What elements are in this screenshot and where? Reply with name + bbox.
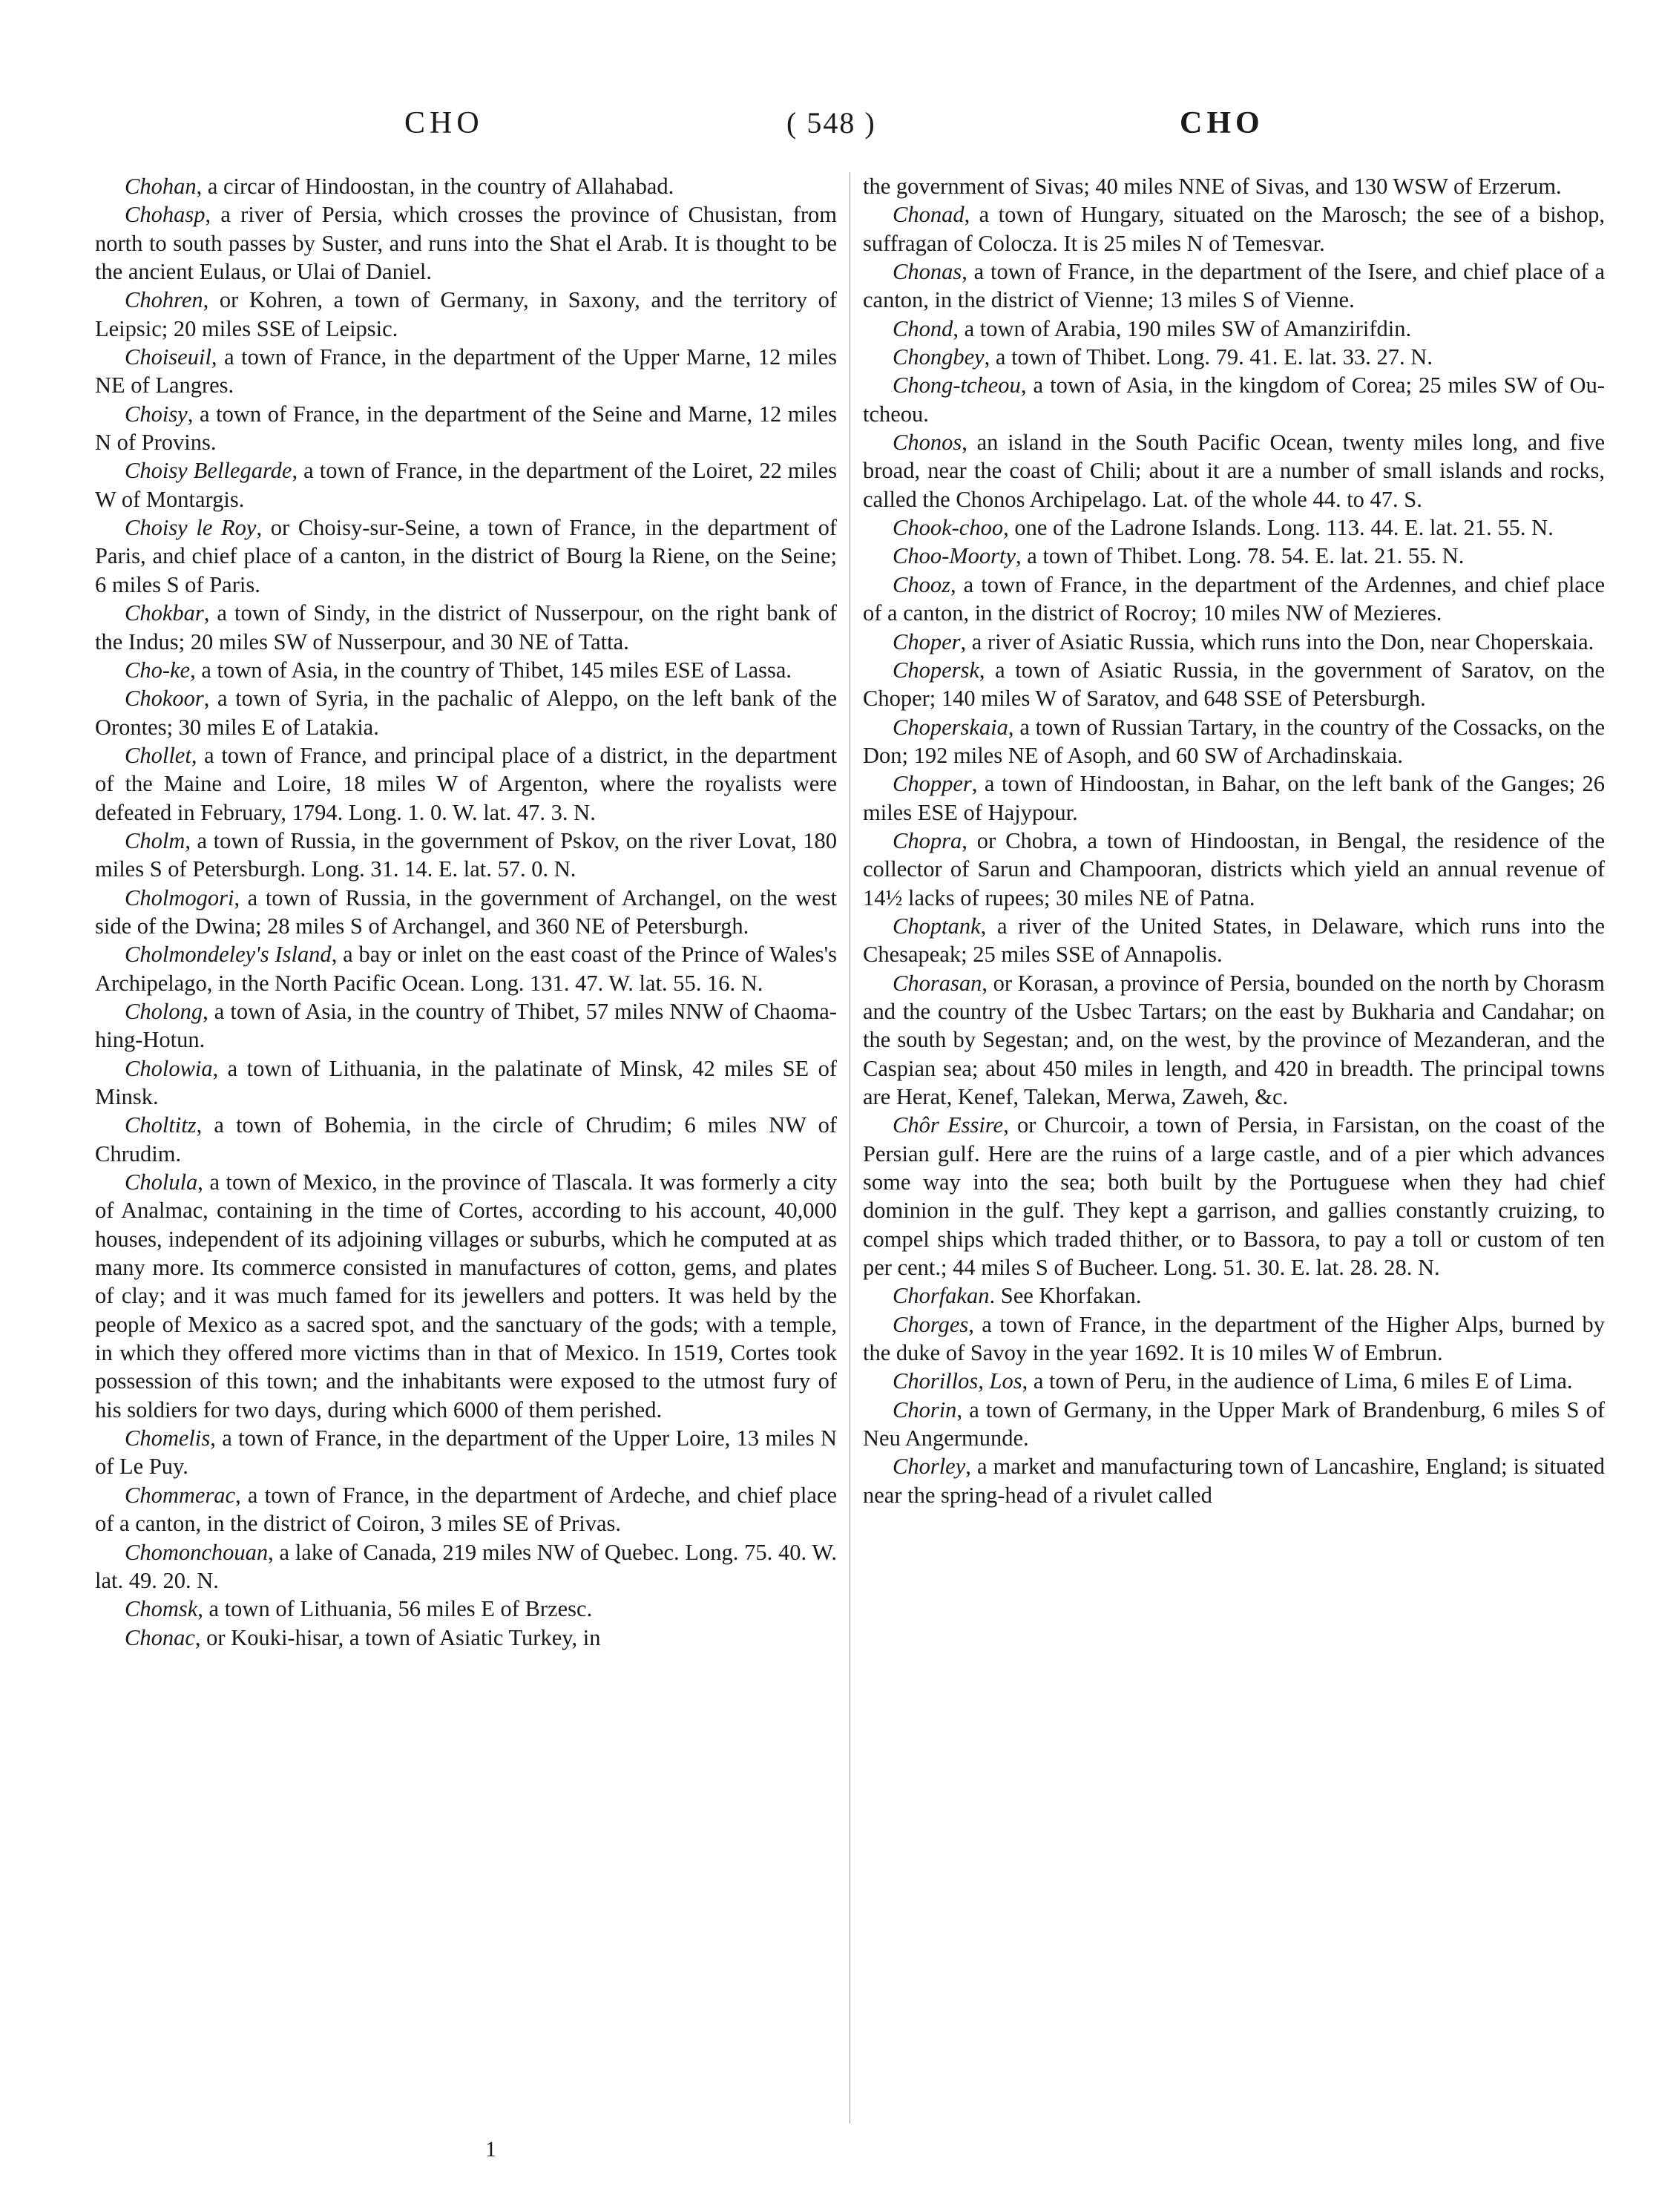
entry-term: Chonac	[125, 1624, 195, 1650]
entry-text: , or Chobra, a town of Hindoostan, in Bengal, the residence of the collector of Sarun and Champooran, districts which yield an annual revenue of 14½ lacks of rupees; 30 miles NE of Patna.	[863, 827, 1605, 910]
entry-term: Choiseuil	[125, 344, 211, 370]
gazetteer-entry	[863, 1281, 1605, 1310]
gazetteer-entry	[863, 969, 1605, 1112]
entry-term: Chook-choo	[893, 515, 1004, 541]
entry-text: , a town of Germany, in the Upper Mark of Brandenburg, 6 miles S of Neu Angermunde.	[863, 1397, 1605, 1451]
gazetteer-entry	[863, 257, 1605, 315]
header-left-word: CHO	[404, 106, 484, 140]
entry-text: , or Korasan, a province of Persia, bounded on the north by Chorasm and the country of the Usbec Tartars; on the east by Bukharia and Candahar; on the south by Segestan; and, on the west, by the province of Mezanderan, and the Caspian sea; about 450 miles in length, and 420 in breadth. The principal towns are Herat, Kenef, Talekan, Merwa, Zaweh, &c.	[863, 970, 1605, 1109]
entry-term: Chorges	[893, 1311, 969, 1337]
gazetteer-entry	[863, 1111, 1605, 1281]
gazetteer-entry	[95, 741, 837, 827]
gazetteer-entry	[95, 456, 837, 513]
gazetteer-entry	[863, 628, 1605, 656]
entry-text: , or Choisy-sur-Seine, a town of France, in the department of Paris, and chief place of a canton, in the district of Bourg la Riene, on the Seine; 6 miles S of Paris.	[95, 515, 837, 597]
entry-term: Choisy le Roy	[125, 515, 257, 541]
entry-term: Choltitz	[125, 1112, 197, 1138]
entry-text: , a town of Thibet. Long. 78. 54. E. lat. 21. 55. N.	[1016, 543, 1465, 569]
entry-text: , one of the Ladrone Islands. Long. 113. 44. E. lat. 21. 55. N.	[1003, 515, 1554, 541]
entry-text: , a town of France, in the department of the Ardennes, and chief place of a canton, in the district of Rocroy; 10 miles NW of Mezieres.	[863, 571, 1605, 626]
entry-text: the government of Sivas; 40 miles NNE of Sivas, and 130 WSW of Erzerum.	[863, 174, 1562, 199]
entry-term: Chôr Essire	[893, 1112, 1004, 1138]
entry-text: , an island in the South Pacific Ocean, twenty miles long, and five broad, near the coast of Chili; about it are a number of small islands and rocks, called the Chonos Archipelago. Lat. of the whole 44. to 47. S.	[863, 430, 1605, 512]
gazetteer-entry	[863, 912, 1605, 969]
entry-term: Chohan	[125, 174, 197, 199]
gazetteer-entry	[95, 513, 837, 599]
entry-text: , a town of France, in the department of the Upper Loire, 13 miles N of Le Puy.	[95, 1425, 837, 1480]
entry-term: Chomonchouan	[125, 1539, 269, 1565]
entry-text: , a town of Hungary, situated on the Marosch; the see of a bishop, suffragan of Colocza. It is 25 miles N of Temesvar.	[863, 202, 1605, 256]
entry-text: , a town of France, in the department of the Seine and Marne, 12 miles N of Provins.	[95, 401, 837, 456]
entry-term: Cho-ke	[125, 657, 191, 683]
entry-term: Chong-tcheou	[893, 373, 1021, 398]
gazetteer-entry	[95, 343, 837, 400]
header-right-word: CHO	[1180, 106, 1264, 140]
entry-text: , a town of France, in the department of the Upper Marne, 12 miles NE of Langres.	[95, 344, 837, 398]
gazetteer-entry	[95, 172, 837, 200]
gazetteer-entry	[95, 1168, 837, 1424]
entry-term: Chomsk	[125, 1596, 198, 1622]
running-header	[0, 105, 1679, 150]
entry-term: Chohren	[125, 287, 203, 313]
entry-text: , or Kohren, a town of Germany, in Saxony, and the territory of Leipsic; 20 miles SSE of Leipsic.	[95, 287, 837, 341]
entry-term: Chomelis	[125, 1425, 211, 1451]
entry-term: Choisy	[125, 401, 188, 427]
entry-term: Chohasp	[125, 202, 206, 228]
gazetteer-entry	[95, 1054, 837, 1112]
gazetteer-entry	[95, 200, 837, 286]
entry-text: , a town of Mexico, in the province of Tlascala. It was formerly a city of Analmac, containing in the time of Cortes, according to his account, 40,000 houses, independent of its adjoining villages or suburbs, which he computed at as many more. Its commerce consisted in manufactures of cotton, gems, and plates of clay; and it was much famed for its jewellers and potters. It was held by the people of Mexico as a sacred spot, and the sanctuary of the gods; with a temple, in which they offered more victims than in that of Mexico. In 1519, Cortes took possession of this town; and the inhabitants were exposed to the utmost fury of his soldiers for two days, during which 6000 of them perished.	[95, 1169, 837, 1422]
gazetteer-entry	[863, 1310, 1605, 1368]
gazetteer-entry	[863, 1367, 1605, 1395]
gazetteer-entry	[95, 1481, 837, 1538]
entry-text: . See Khorfakan.	[989, 1283, 1142, 1309]
entry-text: , a town of Asia, in the country of Thibet, 145 miles ESE of Lassa.	[190, 657, 792, 683]
entry-term: Chooz	[893, 571, 950, 597]
entry-text: , a circar of Hindoostan, in the country of Allahabad.	[196, 174, 674, 199]
entry-term: Chommerac	[125, 1482, 236, 1508]
gazetteer-entry	[95, 1624, 837, 1652]
signature-mark: 1	[485, 2137, 496, 2162]
entry-term: Chongbey	[893, 344, 985, 370]
gazetteer-entry	[863, 656, 1605, 713]
gazetteer-entry	[95, 400, 837, 457]
gazetteer-entry	[95, 1538, 837, 1595]
gazetteer-entry	[863, 513, 1605, 542]
entry-term: Chopersk	[893, 657, 979, 683]
entry-term: Chorin	[893, 1397, 957, 1422]
entry-term: Chokoor	[125, 686, 204, 712]
entry-text: , a town of Hindoostan, in Bahar, on the left bank of the Ganges; 26 miles ESE of Hajypour.	[863, 771, 1605, 825]
right-column	[863, 172, 1605, 1509]
entry-text: , a town of France, in the department of the Loiret, 22 miles W of Montargis.	[95, 458, 837, 512]
gazetteer-entry	[95, 684, 837, 741]
entry-term: Chorillos, Los	[893, 1368, 1022, 1394]
entry-text: , a town of Arabia, 190 miles SW of Amanzirifdin.	[953, 315, 1412, 341]
entry-text: , a river of the United States, in Delaware, which runs into the Chesapeak; 25 miles SSE of Annapolis.	[863, 913, 1605, 968]
gazetteer-entry	[863, 713, 1605, 770]
gazetteer-entry	[95, 1595, 837, 1623]
entry-text: , a town of France, in the department of Ardeche, and chief place of a canton, in the district of Coiron, 3 miles SE of Privas.	[95, 1482, 837, 1537]
entry-term: Chopra	[893, 827, 962, 853]
entry-term: Choper	[893, 629, 961, 654]
entry-text: , or Churcoir, a town of Persia, in Farsistan, on the coast of the Persian gulf. Here are the ruins of a large castle, and of a pier which advances some way into the sea; both built by the Portuguese when they had chief dominion in the gulf. They kept a garrison, and gallies constantly cruizing, to compel ships which traded thither, or to Bassora, to pay a toll or custom of ten per cent.; 44 miles S of Bucheer. Long. 51. 30. E. lat. 28. 28. N.	[863, 1112, 1605, 1281]
entry-text: , a town of Thibet. Long. 79. 41. E. lat. 33. 27. N.	[984, 344, 1433, 370]
gazetteer-entry	[95, 1111, 837, 1168]
gazetteer-entry	[95, 884, 837, 941]
entry-term: Choptank	[893, 913, 981, 939]
entry-text: , a bay or inlet on the east coast of the Prince of Wales's Archipelago, in the North Pacific Ocean. Long. 131. 47. W. lat. 55. 16. N.	[95, 942, 838, 996]
gazetteer-entry	[863, 827, 1605, 912]
entry-term: Choisy Bellegarde	[125, 458, 292, 484]
gazetteer-entry	[95, 286, 837, 343]
entry-term: Chopper	[893, 771, 972, 797]
entry-term: Choo-Moorty	[893, 543, 1016, 569]
gazetteer-entry	[863, 769, 1605, 827]
entry-text: , a town of Bohemia, in the circle of Chrudim; 6 miles NW of Chrudim.	[95, 1112, 837, 1166]
gazetteer-entry	[863, 343, 1605, 371]
entry-text: , a town of Syria, in the pachalic of Aleppo, on the left bank of the Orontes; 30 miles E of Latakia.	[95, 686, 837, 740]
entry-term: Cholula	[125, 1169, 198, 1195]
entry-term: Choperskaia	[893, 714, 1008, 740]
entry-text: , a town of Russia, in the government of Archangel, on the west side of the Dwina; 28 miles S of Archangel, and 360 NE of Petersburgh.	[95, 885, 837, 939]
gazetteer-entry	[863, 428, 1605, 513]
gazetteer-entry	[863, 371, 1605, 428]
entry-text: , or Kouki-hisar, a town of Asiatic Turkey, in	[194, 1624, 601, 1650]
entry-text: , a town of Asia, in the country of Thibet, 57 miles NNW of Chaoma-hing-Hotun.	[95, 998, 837, 1053]
gazetteer-entry	[95, 827, 837, 884]
entry-text: , a town of France, in the department of the Higher Alps, burned by the duke of Savoy in the year 1692. It is 10 miles W of Embrun.	[863, 1311, 1605, 1366]
entry-text: , a river of Asiatic Russia, which runs into the Don, near Choperskaia.	[960, 629, 1594, 654]
entry-text: , a town of Asiatic Russia, in the government of Saratov, on the Choper; 140 miles W of Saratov, and 648 SSE of Petersburgh.	[863, 657, 1605, 712]
entry-term: Chond	[893, 315, 953, 341]
gazetteer-entry	[95, 656, 837, 684]
entry-text: , a town of Asia, in the kingdom of Corea; 25 miles SW of Ou-tcheou.	[863, 373, 1605, 427]
entry-text: , a town of Russian Tartary, in the country of the Cossacks, on the Don; 192 miles NE of Asoph, and 60 SW of Archadinskaia.	[863, 714, 1605, 768]
entry-term: Chonad	[893, 202, 965, 228]
entry-text: , a town of Peru, in the audience of Lima, 6 miles E of Lima.	[1022, 1368, 1573, 1394]
gazetteer-entry	[863, 1396, 1605, 1453]
gazetteer-entry	[863, 1452, 1605, 1509]
gazetteer-entry	[95, 599, 837, 656]
gazetteer-entry	[95, 997, 837, 1054]
entry-text: , a town of France, and principal place of a district, in the department of the Maine and Loire, 18 miles W of Argenton, where the royalists were defeated in February, 1794. Long. 1. 0. W. lat. 47. 3. N.	[95, 742, 837, 825]
entry-term: Chorfakan	[893, 1283, 990, 1309]
entry-text: , a town of Lithuania, 56 miles E of Brzesc.	[197, 1596, 593, 1622]
entry-term: Cholm	[125, 827, 185, 853]
entry-term: Chorley	[893, 1454, 966, 1480]
gazetteer-entry	[863, 315, 1605, 343]
entry-term: Chorasan	[893, 970, 982, 996]
gazetteer-entry	[863, 571, 1605, 628]
entry-text: , a town of Sindy, in the district of Nusserpour, on the right bank of the Indus; 20 miles SW of Nusserpour, and 30 NE of Tatta.	[95, 600, 837, 654]
entry-text: , a town of Russia, in the government of Pskov, on the river Lovat, 180 miles S of Petersburgh. Long. 31. 14. E. lat. 57. 0. N.	[95, 827, 837, 882]
entry-text: , a market and manufacturing town of Lancashire, England; is situated near the spring-head of a rivulet called	[863, 1454, 1605, 1508]
entry-text: , a town of France, in the department of the Isere, and chief place of a canton, in the district of Vienne; 13 miles S of Vienne.	[863, 259, 1605, 313]
gazetteer-entry	[95, 940, 837, 997]
gazetteer-entry	[863, 200, 1605, 257]
entry-term: Cholowia	[125, 1055, 213, 1081]
entry-term: Cholmondeley's Island	[125, 942, 332, 968]
gazetteer-entry	[863, 542, 1605, 570]
entry-term: Cholong	[125, 998, 203, 1024]
gazetteer-entry	[95, 1424, 837, 1481]
entry-term: Cholmogori	[125, 885, 234, 910]
entry-text: , a lake of Canada, 219 miles NW of Quebec. Long. 75. 40. W. lat. 49. 20. N.	[95, 1539, 837, 1593]
entry-text: , a town of Lithuania, in the palatinate of Minsk, 42 miles SE of Minsk.	[95, 1055, 837, 1109]
entry-term: Chonos	[893, 430, 962, 456]
entry-term: Chokbar	[125, 600, 204, 626]
gazetteer-entry	[863, 172, 1605, 200]
entry-text: , a river of Persia, which crosses the province of Chusistan, from north to south passes by Suster, and runs into the Shat el Arab. It is thought to be the ancient Eulaus, or Ulai of Daniel.	[95, 202, 837, 285]
entry-term: Chonas	[893, 259, 962, 285]
page-number: ( 548 )	[786, 106, 876, 140]
left-column	[95, 172, 837, 1652]
entry-term: Chollet	[125, 742, 191, 768]
